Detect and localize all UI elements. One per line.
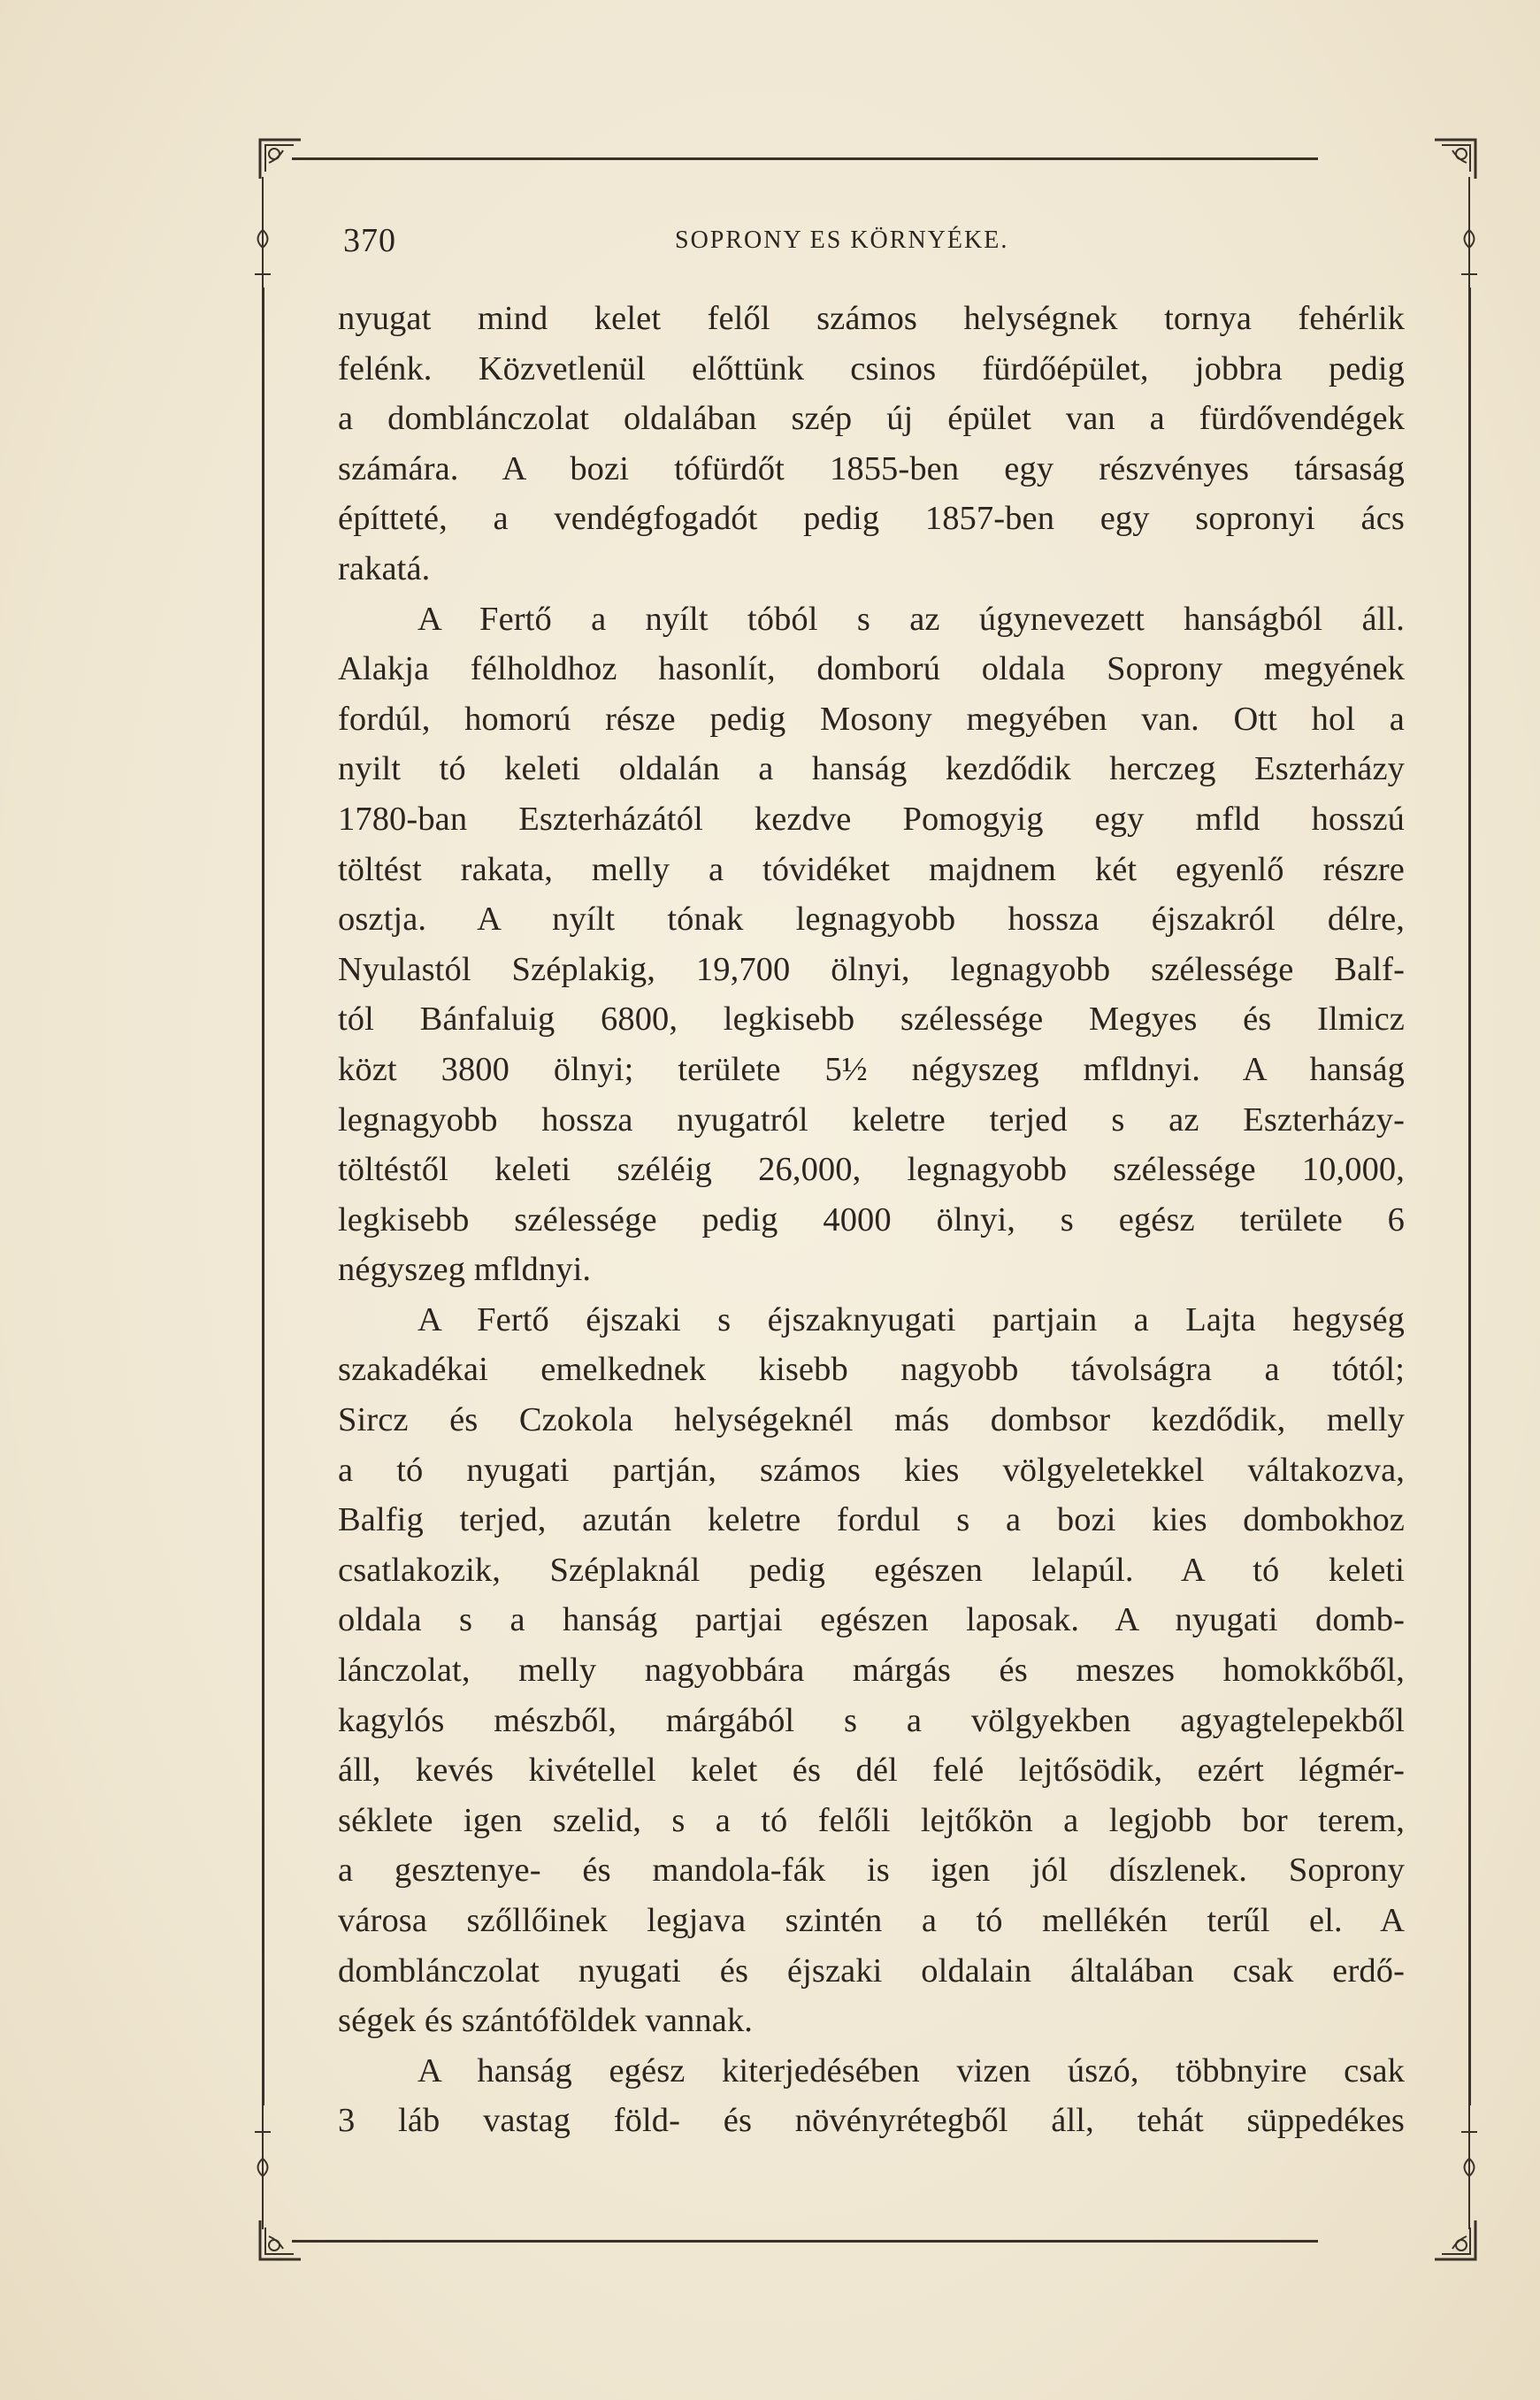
text-line: a tó nyugati partján, számos kies völgyeletekkel váltakozva, bbox=[338, 1451, 1405, 1489]
vine-ornament-left-top-icon bbox=[251, 177, 274, 301]
vine-ornament-right-top-icon bbox=[1458, 177, 1481, 301]
text-line: áll, kevés kivétellel kelet és dél felé lejtősödik, ezért légmér- bbox=[338, 1752, 1405, 1790]
text-line: 3 láb vastag föld- és növényrétegből áll, tehát süppedékes bbox=[338, 2102, 1405, 2140]
text-line: legkisebb szélessége pedig 4000 ölnyi, s egész területe 6 bbox=[338, 1200, 1405, 1238]
text-line: séklete igen szelid, s a tó felőli lejtőkön a legjobb bor terem, bbox=[338, 1801, 1405, 1839]
text-line: osztja. A nyílt tónak legnagyobb hossza éjszakról délre, bbox=[338, 901, 1405, 939]
text-line: közt 3800 ölnyi; területe 5½ négyszeg mfldnyi. A hanság bbox=[338, 1050, 1405, 1088]
text-line: oldala s a hanság partjai egészen laposak. A nyugati domb- bbox=[338, 1601, 1405, 1639]
right-rule bbox=[1468, 288, 1471, 2105]
text-line: négyszeg mfldnyi. bbox=[338, 1251, 592, 1289]
text-line: a domblánczolat oldalában szép új épület van a fürdővendégek bbox=[338, 400, 1405, 438]
corner-ornament-top-right-icon bbox=[1429, 133, 1479, 182]
vine-ornament-left-bottom-icon bbox=[251, 2105, 274, 2229]
page-number: 370 bbox=[343, 222, 396, 259]
running-head bbox=[343, 221, 1431, 265]
text-line: Nyulastól Széplakig, 19,700 ölnyi, legnagyobb szélessége Balf- bbox=[338, 950, 1405, 988]
text-line: nyilt tó keleti oldalán a hanság kezdődik herczeg Eszterházy bbox=[338, 750, 1405, 788]
vine-ornament-right-bottom-icon bbox=[1458, 2105, 1481, 2229]
text-line: tól Bánfaluig 6800, legkisebb szélessége Megyes és Ilmicz bbox=[338, 1001, 1405, 1039]
paragraph-start-line: A Fertő éjszaki s éjszaknyugati partjain a Lajta hegység bbox=[418, 1300, 1405, 1338]
text-line: rakatá. bbox=[338, 549, 431, 587]
text-line: töltést rakata, melly a tóvidéket majdnem két egyenlő részre bbox=[338, 850, 1405, 888]
text-line: városa szőllőinek legjava szintén a tó mellékén terűl el. A bbox=[338, 1902, 1405, 1939]
text-line: 1780-ban Eszterházától kezdve Pomogyig egy mfld hosszú bbox=[338, 800, 1405, 838]
bottom-rule bbox=[292, 2240, 1318, 2243]
text-line: számára. A bozi tófürdőt 1855-ben egy részvényes társaság bbox=[338, 449, 1405, 487]
text-line: lánczolat, melly nagyobbára márgás és meszes homokkőből, bbox=[338, 1652, 1405, 1690]
text-line: Balfig terjed, azután keletre fordul s a bozi kies dombokhoz bbox=[338, 1501, 1405, 1539]
text-line: Alakja félholdhoz hasonlít, domború oldala Soprony megyének bbox=[338, 650, 1405, 688]
text-line: nyugat mind kelet felől számos helységnek tornya fehérlik bbox=[338, 300, 1405, 337]
text-line: szakadékai emelkednek kisebb nagyobb távolságra a tótól; bbox=[338, 1351, 1405, 1389]
body-text bbox=[338, 294, 1405, 2146]
running-title: SOPRONY ES KÖRNYÉKE. bbox=[675, 226, 1009, 254]
paragraph-start-line: A Fertő a nyílt tóból s az úgynevezett hanságból áll. bbox=[418, 600, 1405, 638]
text-line: építteté, a vendégfogadót pedig 1857-ben egy sopronyi ács bbox=[338, 500, 1405, 538]
text-line: felénk. Közvetlenül előttünk csinos fürdőépület, jobbra pedig bbox=[338, 349, 1405, 387]
text-line: kagylós mészből, márgából s a völgyekben agyagtelepekből bbox=[338, 1701, 1405, 1739]
text-line: legnagyobb hossza nyugatról keletre terjed s az Eszterházy- bbox=[338, 1100, 1405, 1139]
corner-ornament-top-left-icon bbox=[257, 133, 306, 182]
text-line: csatlakozik, Széplaknál pedig egészen lelapúl. A tó keleti bbox=[338, 1551, 1405, 1589]
text-line: töltéstől keleti széléig 26,000, legnagyobb szélessége 10,000, bbox=[338, 1151, 1405, 1189]
left-rule bbox=[262, 288, 264, 2105]
paragraph-start-line: A hanság egész kiterjedésében vizen úszó, többnyire csak bbox=[418, 2051, 1405, 2089]
text-line: ségek és szántóföldek vannak. bbox=[338, 2002, 754, 2040]
text-line: Sircz és Czokola helységeknél más dombsor kezdődik, melly bbox=[338, 1401, 1405, 1439]
text-line: a gesztenye- és mandola-fák is igen jól díszlenek. Soprony bbox=[338, 1852, 1405, 1890]
text-line: domblánczolat nyugati és éjszaki oldalain általában csak erdő- bbox=[338, 1951, 1405, 1990]
text-line: fordúl, homorú része pedig Mosony megyében van. Ott hol a bbox=[338, 700, 1405, 738]
top-rule bbox=[292, 157, 1318, 160]
